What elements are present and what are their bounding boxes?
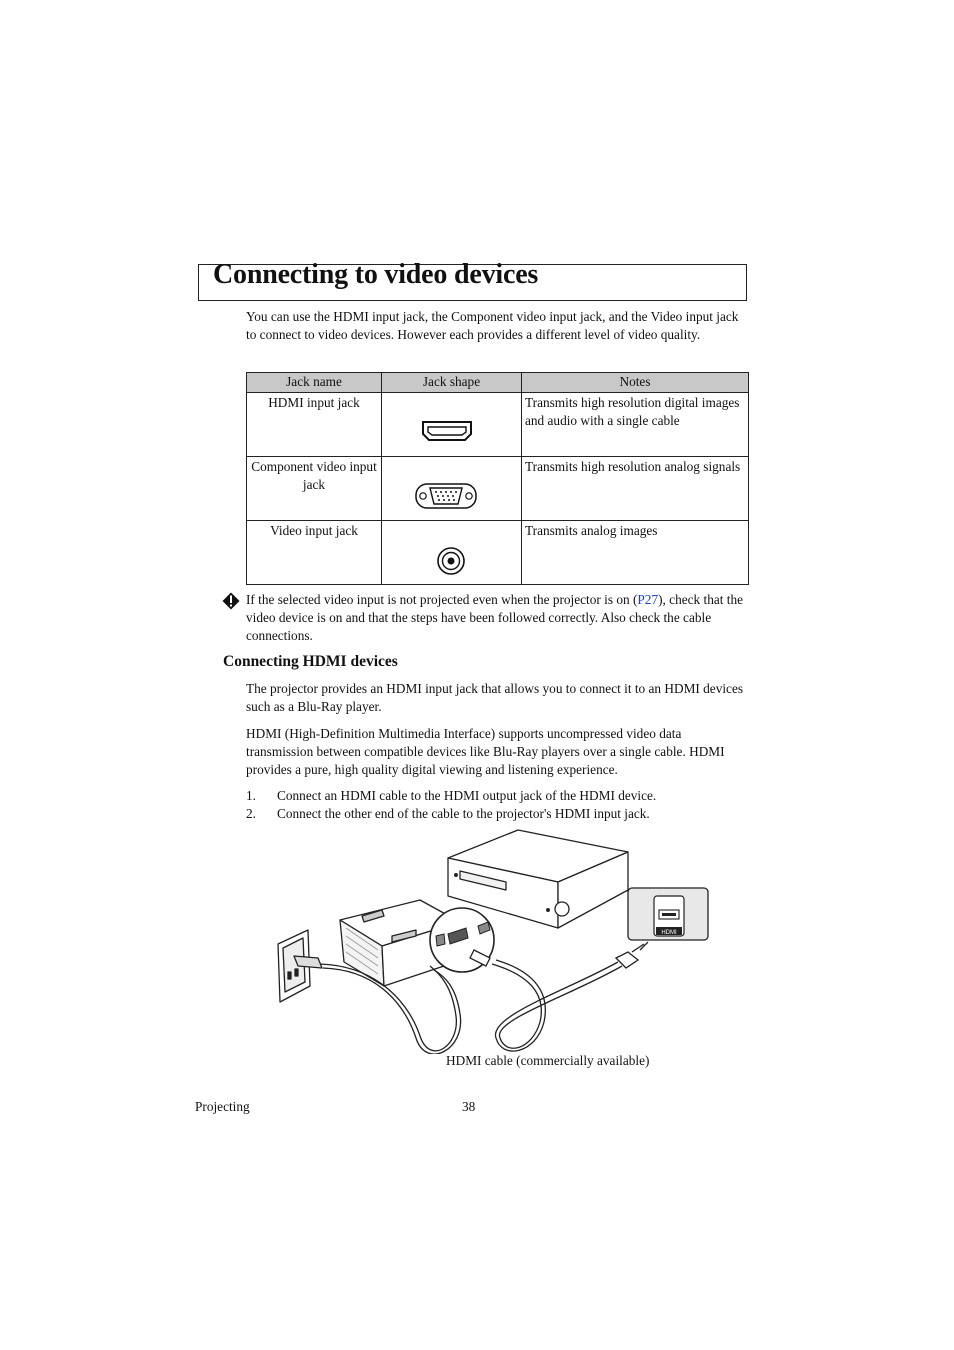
step-number: 2.	[246, 806, 256, 821]
intro-paragraph: You can use the HDMI input jack, the Component video input jack, and the Video input jack to connect to video devices. However each provides a different level of video quality.	[246, 309, 739, 342]
table-row	[247, 521, 749, 585]
vga-port-icon	[415, 483, 477, 509]
jack-shape-cell	[382, 521, 522, 585]
table-row	[247, 457, 749, 521]
section-paragraph: HDMI (High-Definition Multimedia Interface) supports uncompressed video data transmission between compatible devices like Blu-Ray players over a single cable. HDMI provides a pure, high quality digital viewing and listening experience.	[246, 726, 725, 777]
page-title: Connecting to video devices	[213, 259, 539, 290]
hdmi-port-icon	[421, 420, 473, 442]
notes-cell: Transmits analog images	[522, 521, 749, 585]
jack-table	[246, 372, 749, 585]
hdmi-connection-illustration	[270, 826, 715, 1054]
caution-icon	[222, 592, 240, 610]
note-paragraph	[246, 591, 746, 645]
note-text: ), check that the video device is on and that the steps have been followed correctly. Also check the cable connections.	[246, 592, 744, 643]
column-header: Notes	[522, 373, 749, 393]
illustration-caption: HDMI cable (commercially available)	[446, 1053, 650, 1068]
jack-shape-cell	[382, 393, 522, 457]
step-text: Connect the other end of the cable to the projector's HDMI input jack.	[277, 806, 650, 821]
step-text: Connect an HDMI cable to the HDMI output jack of the HDMI device.	[277, 788, 657, 803]
notes-cell: Transmits high resolution digital images and audio with a single cable	[522, 393, 749, 457]
hdmi-inset-label: HDMI	[661, 930, 677, 936]
section-heading: Connecting HDMI devices	[223, 653, 398, 670]
column-header: Jack shape	[382, 373, 522, 393]
page-link-p27[interactable]: P27	[637, 592, 659, 607]
note-text: If the selected video input is not projected even when the projector is on (	[246, 592, 638, 607]
wall-outlet-illustration	[278, 930, 322, 1002]
rca-port-icon	[436, 546, 466, 576]
jack-name-cell: Component video input jack	[247, 457, 382, 521]
jack-name-cell: HDMI input jack	[247, 393, 382, 457]
step-number: 1.	[246, 788, 256, 803]
jack-name-cell: Video input jack	[247, 521, 382, 585]
page-number: 38	[462, 1099, 476, 1114]
jack-shape-cell	[382, 457, 522, 521]
table-header-row	[247, 373, 749, 393]
hdmi-port-inset	[628, 888, 708, 940]
section-paragraph: The projector provides an HDMI input jack that allows you to connect it to an HDMI devices such as a Blu-Ray player.	[246, 681, 744, 714]
column-header: Jack name	[247, 373, 382, 393]
notes-cell: Transmits high resolution analog signals	[522, 457, 749, 521]
footer-section-name: Projecting	[195, 1099, 250, 1114]
table-row	[247, 393, 749, 457]
